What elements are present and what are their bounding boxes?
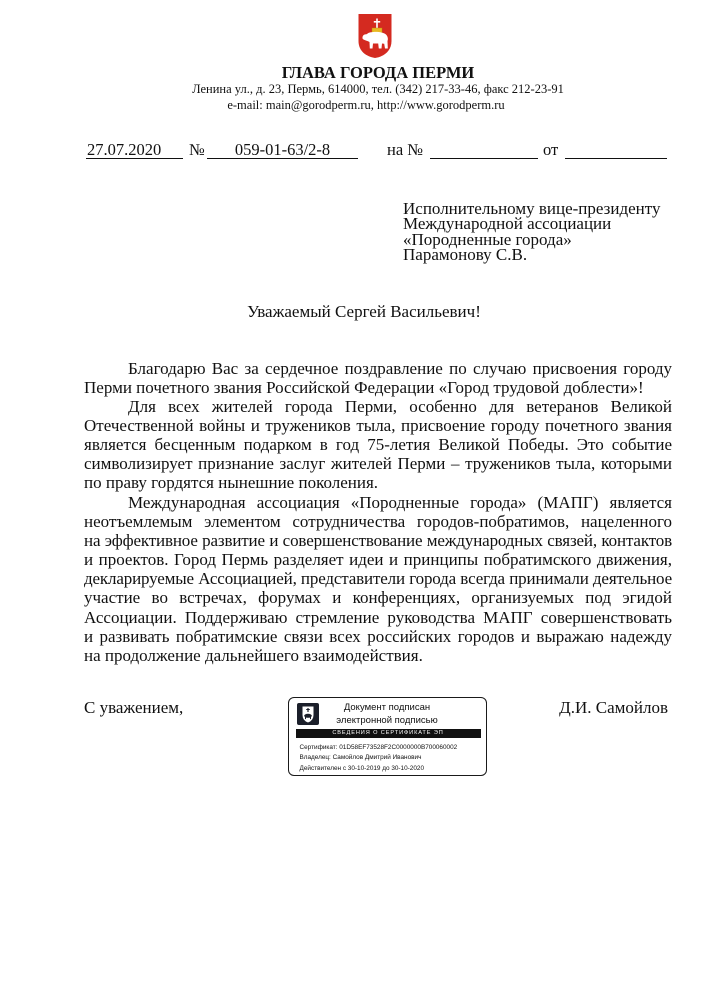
body-line: неотъемлемым элементом сотрудничества городов-побратимов, нацеленного bbox=[84, 511, 672, 531]
addressee-line: Международной ассоциации bbox=[403, 214, 612, 234]
stamp-certificate: Сертификат: 01D58EF73528F2C0000000B700060002 bbox=[299, 744, 458, 751]
closing-phrase: С уважением, bbox=[84, 698, 184, 717]
body-line: Ассоциации. Поддерживаю стремление руководства МАПГ совершенствовать bbox=[84, 607, 672, 627]
stamp-title-line2: электронной подписью bbox=[336, 715, 438, 726]
stamp-owner: Владелец: Самойлов Дмитрий Иванович bbox=[299, 754, 422, 762]
reference-label: на № bbox=[387, 140, 424, 159]
coat-of-arms-icon bbox=[297, 703, 319, 725]
letter-number: 059-01-63/2-8 bbox=[207, 141, 358, 159]
body-line: является бесценным подарком в год 75-летия Великой Победы. Это событие bbox=[84, 435, 672, 455]
body-line: символизирует признание заслуг жителей Перми – тружеников тыла, которыми bbox=[84, 454, 672, 474]
body-line: Международная ассоциация «Породненные города» (МАПГ) является bbox=[128, 492, 672, 512]
letterhead-address: Ленина ул., д. 23, Пермь, 614000, тел. (342) 217-33-46, факс 212-23-91 bbox=[192, 82, 564, 96]
letterhead-title: ГЛАВА ГОРОДА ПЕРМИ bbox=[281, 63, 475, 82]
body-line: Для всех жителей города Перми, особенно для ветеранов Великой bbox=[128, 396, 672, 416]
addressee-line: «Породненные города» bbox=[403, 229, 572, 249]
addressee-line: Парамонову С.В. bbox=[403, 245, 528, 265]
addressee-line: Исполнительному вице-президенту bbox=[403, 199, 661, 218]
signatory-name: Д.И. Самойлов bbox=[559, 698, 668, 717]
body-line: Благодарю Вас за сердечное поздравление по случаю присвоения городу bbox=[128, 358, 672, 378]
emblem-cross-vertical bbox=[376, 19, 378, 29]
emblem-book bbox=[372, 28, 382, 33]
addressee-block bbox=[403, 201, 660, 263]
letter-date: 27.07.2020 bbox=[86, 141, 183, 159]
number-sign: № bbox=[189, 140, 205, 159]
body-line: и проектов. Город Пермь разделяет идеи и принципы побратимского движения, bbox=[84, 550, 672, 570]
body-line: Отечественной войны и тружеников тыла, присвоение городу почетного звания bbox=[84, 415, 672, 435]
body-line: и развивать побратимские связи всех российских городов и выражаю надежду bbox=[84, 626, 672, 646]
letter-body bbox=[84, 359, 672, 666]
stamp-certificate-info bbox=[300, 743, 458, 774]
letterhead-contacts: e-mail: main@gorodperm.ru, http://www.gorodperm.ru bbox=[227, 98, 505, 112]
perm-coat-of-arms-icon bbox=[357, 11, 393, 59]
reference-number-field bbox=[430, 141, 538, 159]
stamp-title-line1: Документ подписан bbox=[343, 702, 431, 713]
emblem-cross-horizontal bbox=[374, 21, 380, 23]
salutation: Уважаемый Сергей Васильевич! bbox=[247, 302, 481, 321]
stamp-validity: Действителен с 30-10-2019 до 30-10-2020 bbox=[299, 764, 425, 772]
body-line: участие во встречах, форумах и конференциях, организуемых под эгидой bbox=[84, 588, 672, 608]
body-line: на эффективное развитие и совершенствование международных связей, контактов bbox=[84, 530, 672, 550]
stamp-section-header: СВЕДЕНИЯ О СЕРТИФИКАТЕ ЭП bbox=[296, 729, 481, 738]
body-line: Перми почетного звания Российской Федерации «Город трудовой доблести»! bbox=[84, 377, 644, 397]
body-line: декларируемые Ассоциацией, представители города всегда принимали деятельное bbox=[84, 569, 672, 589]
body-line: на продолжение дальнейшего взаимодействия. bbox=[84, 645, 423, 665]
reference-date-field bbox=[565, 141, 667, 159]
body-line: по праву гордятся нынешние поколения. bbox=[84, 473, 379, 493]
electronic-signature-stamp bbox=[288, 697, 487, 776]
reference-from-label: от bbox=[543, 140, 559, 159]
